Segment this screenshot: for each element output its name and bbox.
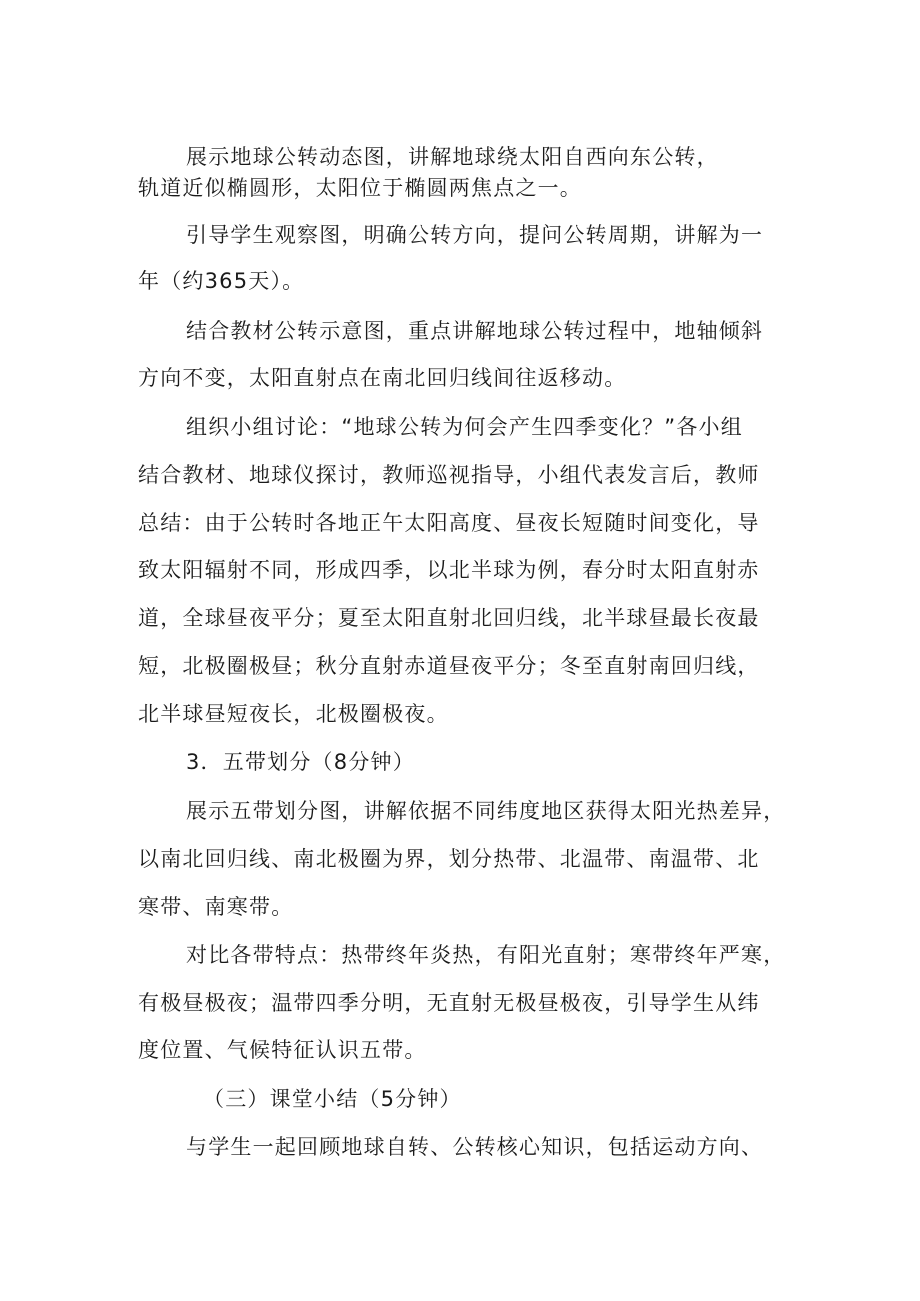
section-heading-five-zones: 3．五带划分（8分钟） <box>186 750 415 774</box>
section-heading-summary: （三）课堂小结（5分钟） <box>203 1087 462 1111</box>
para-orbit-line-1: 展示地球公转动态图，讲解地球绕太阳自西向东公转， <box>186 145 719 169</box>
para-zones-line-1: 展示五带划分图，讲解依据不同纬度地区获得太阳光热差异， <box>186 799 786 823</box>
para-seasons-line-2: 结合教材、地球仪探讨，教师巡视指导，小组代表发言后，教师 <box>138 463 760 487</box>
para-zone-traits-line-1: 对比各带特点：热带终年炎热，有阳光直射；寒带终年严寒， <box>186 943 786 967</box>
para-axis-line-2: 方向不变，太阳直射点在南北回归线间往返移动。 <box>138 366 627 390</box>
para-review-line-1: 与学生一起回顾地球自转、公转核心知识，包括运动方向、 <box>186 1135 764 1159</box>
para-axis-line-1: 结合教材公转示意图，重点讲解地球公转过程中，地轴倾斜 <box>186 319 764 343</box>
para-orbit-line-2: 轨道近似椭圆形，太阳位于椭圆两焦点之一。 <box>138 176 582 200</box>
para-seasons-line-1: 组织小组讨论：“地球公转为何会产生四季变化？”各小组 <box>186 415 743 439</box>
para-period-line-2: 年（约365天）。 <box>138 269 305 293</box>
para-zones-line-3: 寒带、南寒带。 <box>138 895 294 919</box>
para-period-line-1: 引导学生观察图，明确公转方向，提问公转周期，讲解为一 <box>186 223 764 247</box>
para-seasons-line-4: 致太阳辐射不同，形成四季，以北半球为例，春分时太阳直射赤 <box>138 558 760 582</box>
para-seasons-line-5: 道，全球昼夜平分；夏至太阳直射北回归线，北半球昼最长夜最 <box>138 606 760 630</box>
para-seasons-line-7: 北半球昼短夜长，北极圈极夜。 <box>138 702 449 726</box>
para-zone-traits-line-3: 度位置、气候特征认识五带。 <box>138 1038 427 1062</box>
para-seasons-line-3: 总结：由于公转时各地正午太阳高度、昼夜长短随时间变化，导 <box>138 511 760 535</box>
para-zone-traits-line-2: 有极昼极夜；温带四季分明，无直射无极昼极夜，引导学生从纬 <box>138 991 760 1015</box>
para-zones-line-2: 以南北回归线、南北极圈为界，划分热带、北温带、南温带、北 <box>138 847 760 871</box>
para-seasons-line-6: 短，北极圈极昼；秋分直射赤道昼夜平分；冬至直射南回归线， <box>138 654 760 678</box>
